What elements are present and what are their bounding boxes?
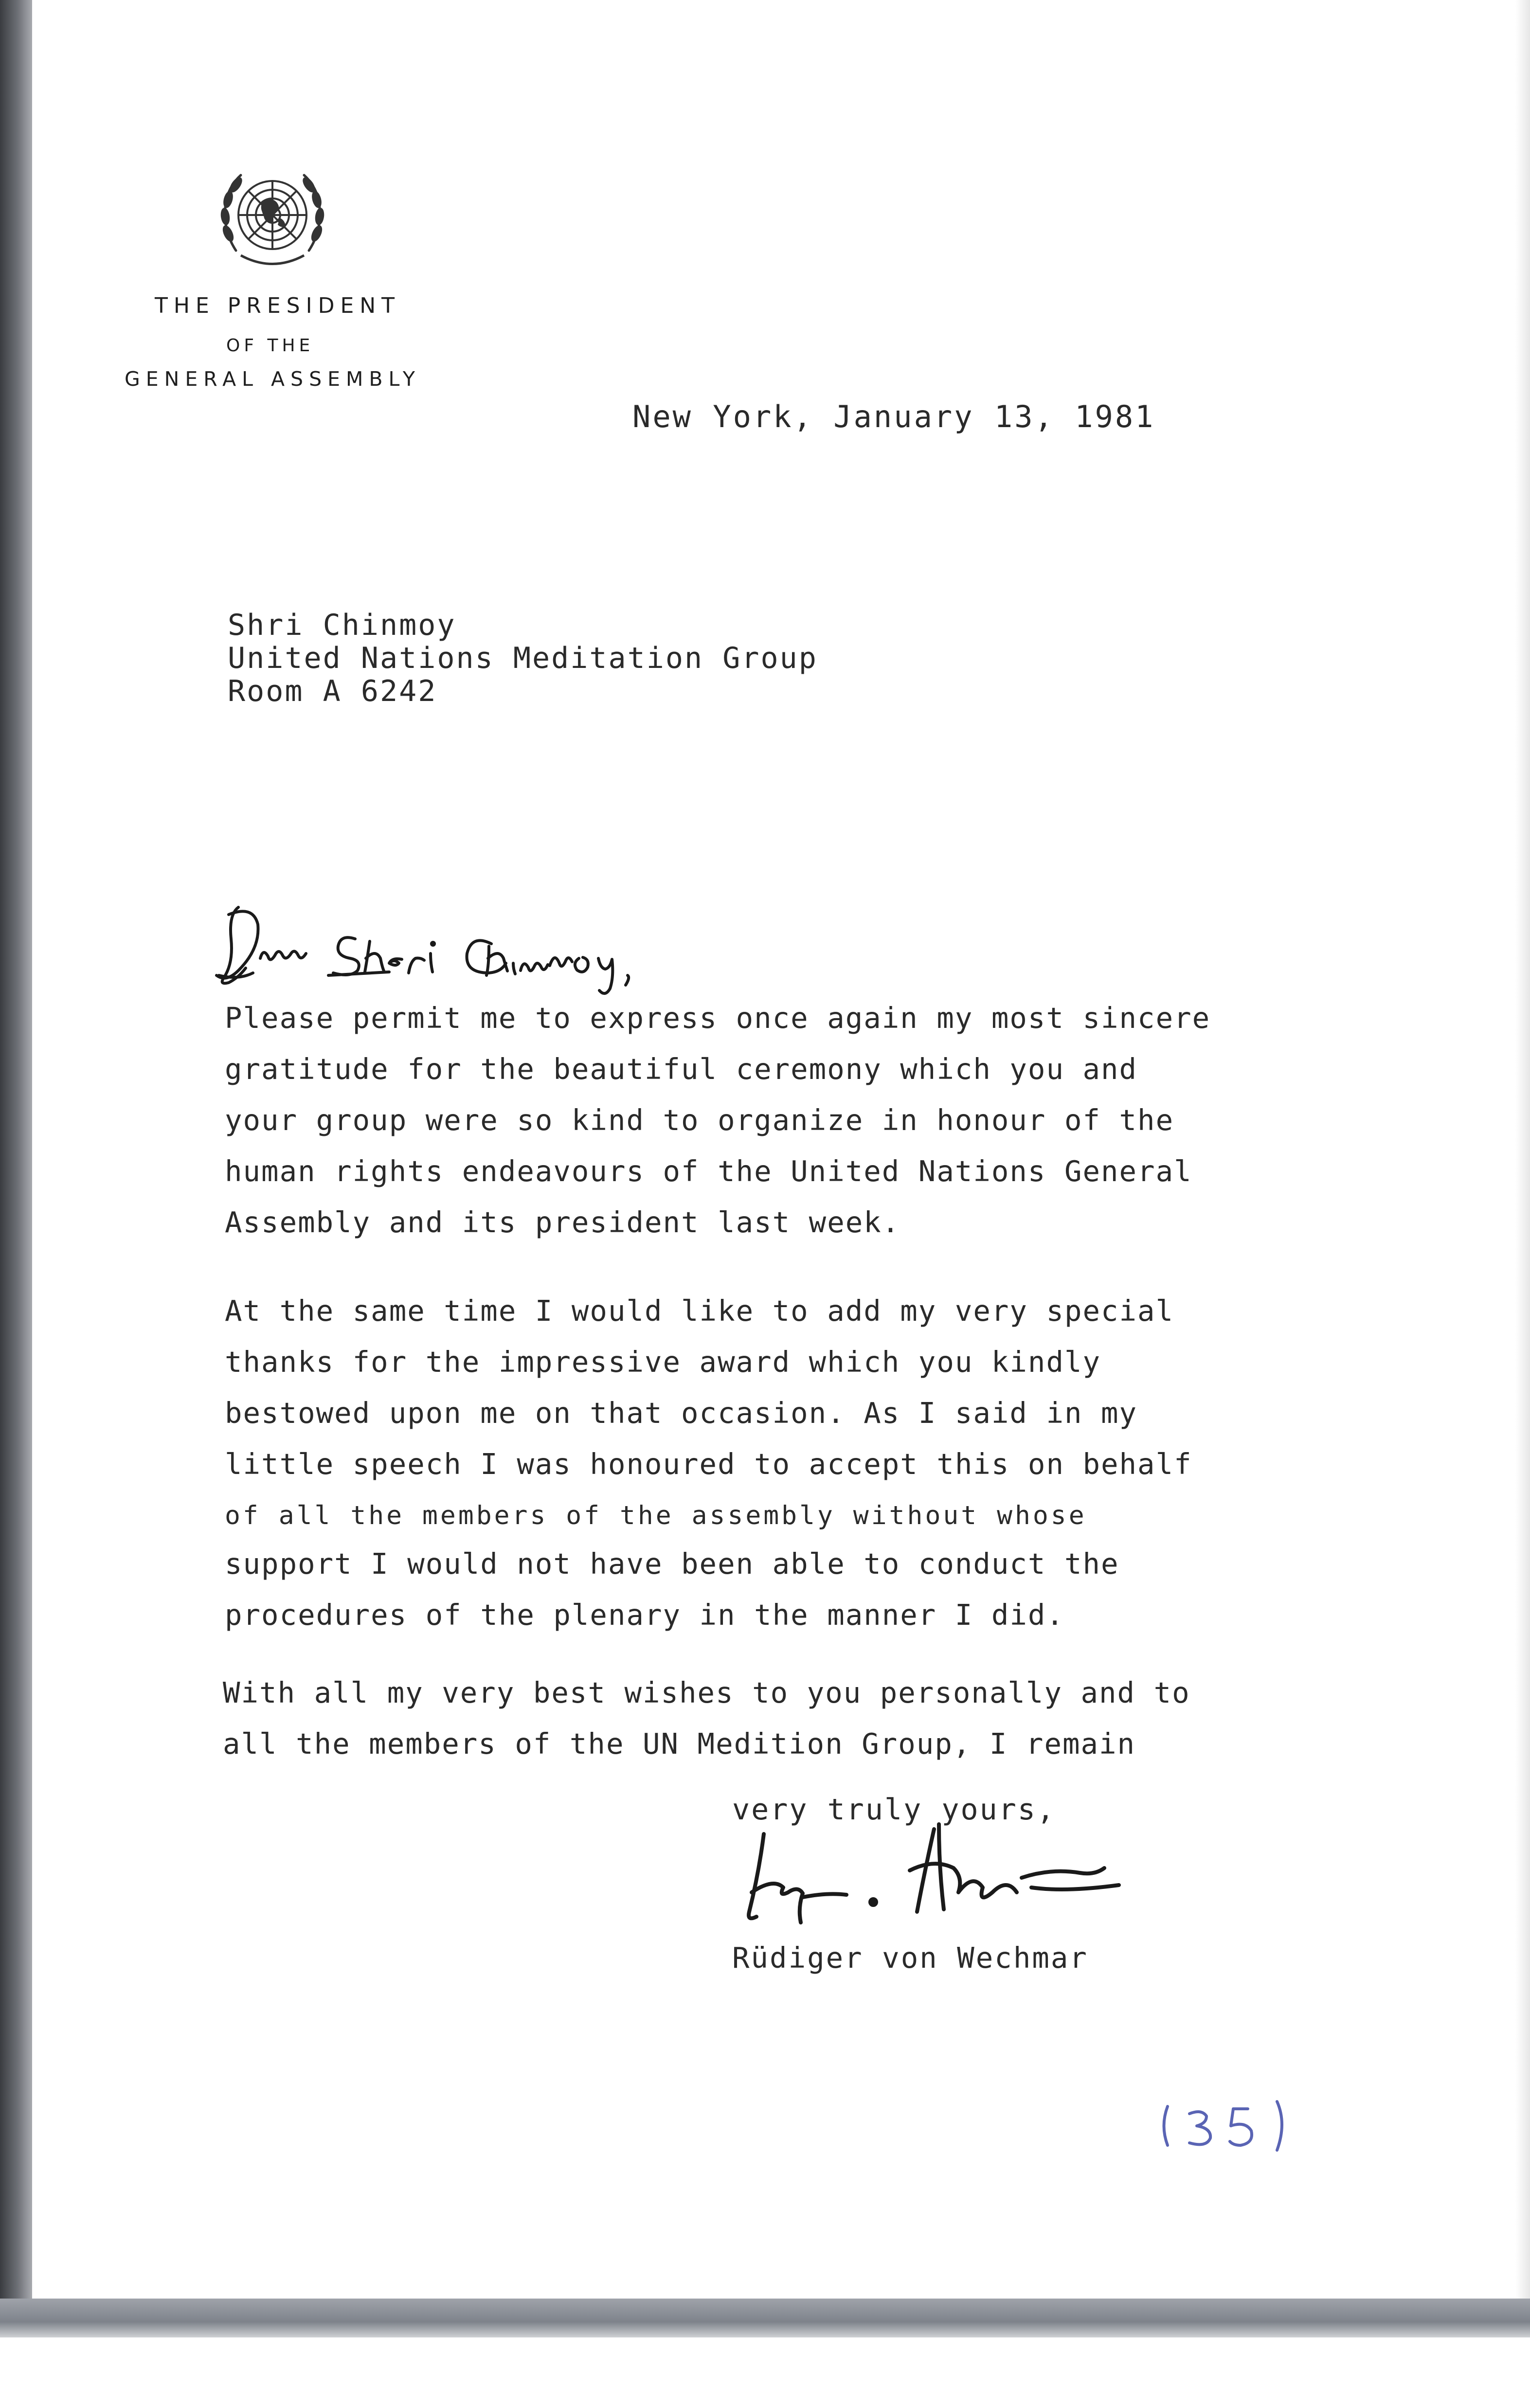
paragraph2-line: bestowed upon me on that occasion. As I said in my <box>225 1396 1138 1430</box>
paragraph3-line: With all my very best wishes to you personally and to <box>223 1676 1190 1709</box>
un-emblem-icon <box>207 156 338 287</box>
paragraph2-line: thanks for the impressive award which you kindly <box>225 1345 1101 1379</box>
paragraph1-line: Assembly and its president last week. <box>225 1205 900 1239</box>
recipient-name: Shri Chinmoy <box>228 608 456 642</box>
page-number-note <box>1148 2087 1314 2165</box>
closing: very truly yours, <box>732 1793 1056 1827</box>
scan-edge-right <box>1515 0 1530 2316</box>
letterhead-title: THE PRESIDENT <box>155 293 401 318</box>
dateline: New York, January 13, 1981 <box>632 399 1155 434</box>
paragraph1-line: human rights endeavours of the United Nations General <box>225 1154 1192 1188</box>
signer-name: Rüdiger von Wechmar <box>732 1941 1088 1975</box>
paragraph2-line: of all the members of the assembly without whose <box>225 1501 1087 1530</box>
paragraph2-line: At the same time I would like to add my very special <box>225 1294 1174 1328</box>
letterhead-of-the: OF THE <box>226 336 314 356</box>
recipient-room: Room A 6242 <box>228 674 437 708</box>
scan-edge-bottom <box>0 2299 1530 2337</box>
signature <box>730 1819 1206 1931</box>
salutation-text: Dear Shri Chinmoy, <box>209 993 258 999</box>
letterhead-assembly: GENERAL ASSEMBLY <box>125 367 421 391</box>
paragraph3-line: all the members of the UN Medition Group, I remain <box>223 1727 1136 1761</box>
paragraph2-line: procedures of the plenary in the manner I did. <box>225 1598 1064 1632</box>
recipient-organization: United Nations Meditation Group <box>228 641 818 675</box>
scan-edge-left <box>0 0 32 2335</box>
paragraph1-line: your group were so kind to organize in honour of the <box>225 1103 1174 1137</box>
paragraph2-line: little speech I was honoured to accept this on behalf <box>225 1447 1192 1481</box>
page-note-text: (35) <box>1148 2159 1156 2163</box>
paragraph1-line: Please permit me to express once again my most sincere <box>225 1001 1211 1035</box>
paragraph2-line: support I would not have been able to conduct the <box>225 1547 1119 1581</box>
handwritten-salutation <box>209 885 735 1002</box>
paragraph1-line: gratitude for the beautiful ceremony which you and <box>225 1052 1138 1086</box>
